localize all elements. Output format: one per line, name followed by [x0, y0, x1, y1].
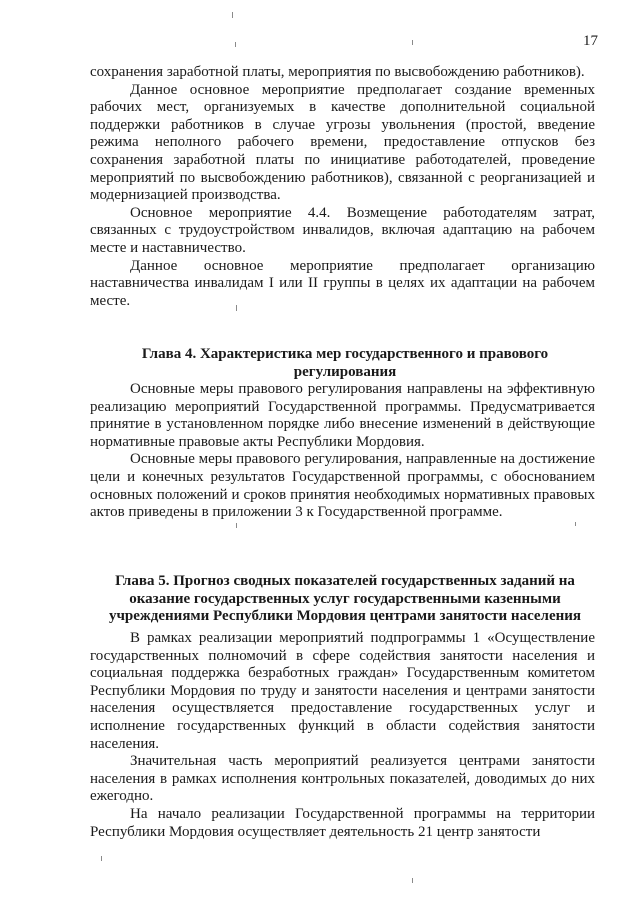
paragraph: Основные меры правового регулирования, направленные на достижение цели и конечных результатов Государственной программы, с обоснованием основных положений и сроков принятия необходимых нормативных правовых актов приведены в приложении 3 к Государственной программе.: [90, 451, 595, 521]
paragraph: Основные меры правового регулирования направлены на эффективную реализацию мероприятий Государственной программы. Предусматривается принятие в установленном порядке либо внесение изменений в действующие нормативные правовые акты Республики Мордовия.: [90, 381, 595, 450]
scan-speck: [232, 12, 233, 18]
paragraph: В рамках реализации мероприятий подпрограммы 1 «Осуществление государственных полномочий в сфере содействия занятости населения и социальная поддержка безработных граждан» Государственным комитетом Республики Мордовия по труду и занятости населения и центрами занятости населения осуществляется предоставление государственных услуг и исполнение государственных функций в области содействия занятости населения.: [90, 630, 595, 752]
paragraph: Основное мероприятие 4.4. Возмещение работодателям затрат, связанных с трудоустройством инвалидов, включая адаптацию на рабочем месте и наставничество.: [90, 204, 595, 256]
scan-speck: [235, 42, 236, 47]
chapter-5-heading: Глава 5. Прогноз сводных показателей государственных заданий на оказание государственных услуг государственными казенными учреждениями Республики Мордовия центрами занятости населения: [108, 573, 582, 625]
scan-speck: [236, 523, 237, 528]
paragraph: На начало реализации Государственной программы на территории Республики Мордовия осуществляет деятельность 21 центр занятости: [90, 805, 595, 840]
scan-speck: [236, 305, 237, 311]
scan-speck: [101, 856, 102, 861]
page-number: 17: [583, 33, 598, 49]
paragraph: сохранения заработной платы, мероприятия по высвобождению работников).: [90, 64, 585, 80]
chapter-5-body: [90, 630, 595, 841]
paragraph: Значительная часть мероприятий реализуется центрами занятости населения в рамках исполнения контрольных показателей, доводимых до них ежегодно.: [90, 753, 595, 805]
scan-speck: [412, 40, 413, 45]
paragraph: Данное основное мероприятие предполагает организацию наставничества инвалидам I или II группы в целях их адаптации на рабочем месте.: [90, 257, 595, 309]
chapter-4-heading: Глава 4. Характеристика мер государственного и правового регулирования: [141, 346, 549, 380]
section-activity-4: [90, 64, 595, 310]
chapter-4-body: [90, 381, 595, 522]
scan-speck: [412, 878, 413, 883]
paragraph: Данное основное мероприятие предполагает создание временных рабочих мест, организуемых в качестве дополнительной социальной поддержки работников в случае угрозы увольнения (простой, введение режима неполного рабочего времени, предоставление отпусков без сохранения заработной платы по инициативе работодателей, проведение мероприятий по высвобождению работников), связанной с реорганизацией и модернизацией производства.: [90, 81, 595, 204]
scan-speck: [575, 522, 576, 526]
